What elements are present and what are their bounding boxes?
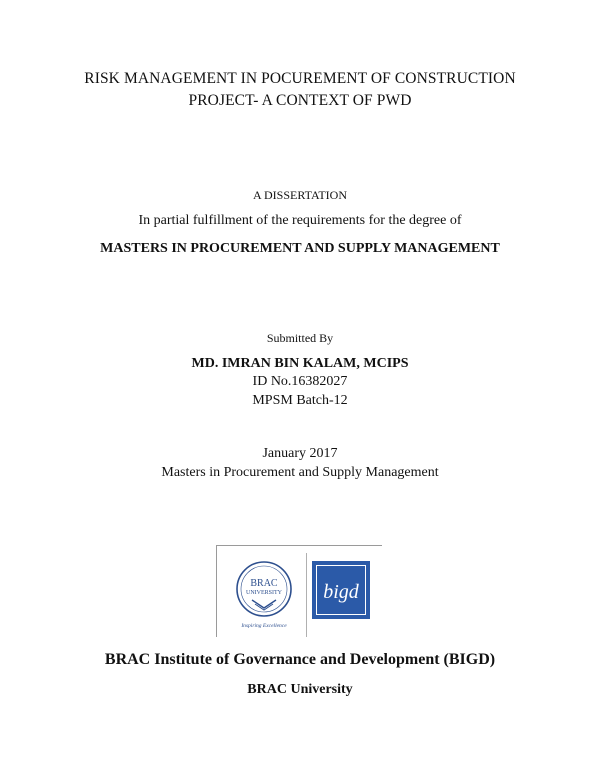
- dissertation-label: A DISSERTATION: [253, 188, 347, 202]
- university-name: BRAC University: [247, 682, 353, 697]
- title-line-2: PROJECT- A CONTEXT OF PWD: [188, 92, 412, 109]
- submission-date: January 2017: [262, 446, 338, 461]
- partial-fulfillment-text: In partial fulfillment of the requirements for the degree of: [138, 213, 462, 228]
- brac-logo-line2: UNIVERSITY: [246, 590, 282, 596]
- submitted-by-label: Submitted By: [266, 331, 334, 345]
- brac-logo-chevron-2: [255, 604, 273, 610]
- logo-panel-divider: [306, 553, 307, 637]
- institute-name: BRAC Institute of Governance and Development (BIGD): [104, 651, 496, 668]
- bigd-logo-mark: [312, 561, 370, 619]
- author-batch: MPSM Batch-12: [252, 393, 348, 408]
- author-name: MD. IMRAN BIN KALAM, MCIPS: [191, 356, 409, 371]
- logo-panel-left-rule: [216, 545, 217, 637]
- brac-logo-tagline: Inspiring Excellence: [241, 623, 287, 629]
- logo-panel-top-rule: [216, 545, 382, 546]
- degree-title: MASTERS IN PROCUREMENT AND SUPPLY MANAGEMENT: [100, 241, 500, 256]
- title-line-1: RISK MANAGEMENT IN POCUREMENT OF CONSTRUCTION: [84, 70, 516, 87]
- author-id: ID No.16382027: [252, 374, 348, 389]
- brac-logo-line1: BRAC: [250, 578, 278, 589]
- bigd-logo-text: bigd: [323, 581, 359, 603]
- logo-panel: [216, 545, 382, 637]
- program-name: Masters in Procurement and Supply Management: [161, 465, 439, 480]
- bigd-logo: [312, 561, 370, 619]
- brac-university-logo: [232, 559, 296, 631]
